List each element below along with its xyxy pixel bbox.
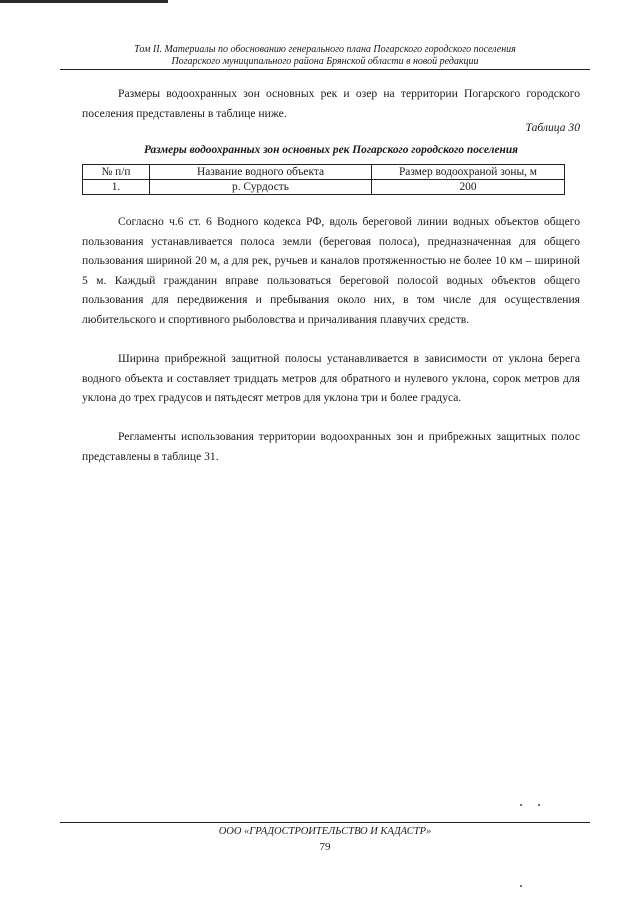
body-paragraph-1: Согласно ч.6 ст. 6 Водного кодекса РФ, вдоль береговой линии водных объектов общего пользования устанавливается полоса земли (береговая полоса), предназначенная для общего пользования шириной 20 м, а для рек, ручьев и каналов протяженностью не более 10 км – шириной 5 м. Каждый гражданин вправе пользоваться береговой полосой водных объектов общего пользования для передвижения и пребывания около них, в том числе для осуществления любительского и спортивного рыболовства и причаливания плавучих средств. (82, 215, 580, 326)
header-line-1: Том II. Материалы по обоснованию генерального плана Погарского городского поселения (134, 44, 516, 55)
column-header-name: Название водного объекта (150, 165, 372, 180)
body-paragraph-2: Ширина прибрежной защитной полосы устанавливается в зависимости от уклона берега водного объекта и составляет тридцать метров для обратного и нулевого уклона, сорок метров для уклона до трех градусов и пятьдесят метров для уклона три и более градуса. (82, 352, 580, 405)
footer-rule (60, 822, 590, 823)
table-title: Размеры водоохранных зон основных рек Погарского городского поселения (143, 144, 519, 156)
cell-number: 1. (83, 180, 150, 195)
column-header-number: № п/п (83, 165, 150, 180)
table-caption: Таблица 30 (525, 121, 580, 134)
scan-edge-line (0, 0, 168, 3)
intro-paragraph: Размеры водоохранных зон основных рек и озер на территории Погарского городского поселения представлены в таблице ниже. (82, 87, 580, 120)
header-line-2: Погарского муниципального района Брянской области в новой редакции (171, 56, 479, 67)
water-protection-table (82, 164, 565, 195)
table-header-row (83, 165, 565, 180)
column-header-size: Размер водоохраной зоны, м (372, 165, 565, 180)
page-number: 79 (319, 841, 331, 853)
table-row (83, 180, 565, 195)
footer-organization: ООО «ГРАДОСТРОИТЕЛЬСТВО И КАДАСТР» (218, 826, 432, 837)
scan-speck (520, 885, 522, 887)
cell-name: р. Сурдость (150, 180, 372, 195)
header-rule (60, 69, 590, 70)
cell-size: 200 (372, 180, 565, 195)
body-paragraph-3: Регламенты использования территории водоохранных зон и прибрежных защитных полос представлены в таблице 31. (82, 430, 580, 463)
scan-speck (538, 804, 540, 806)
scan-speck (520, 804, 522, 806)
running-header (60, 44, 590, 68)
